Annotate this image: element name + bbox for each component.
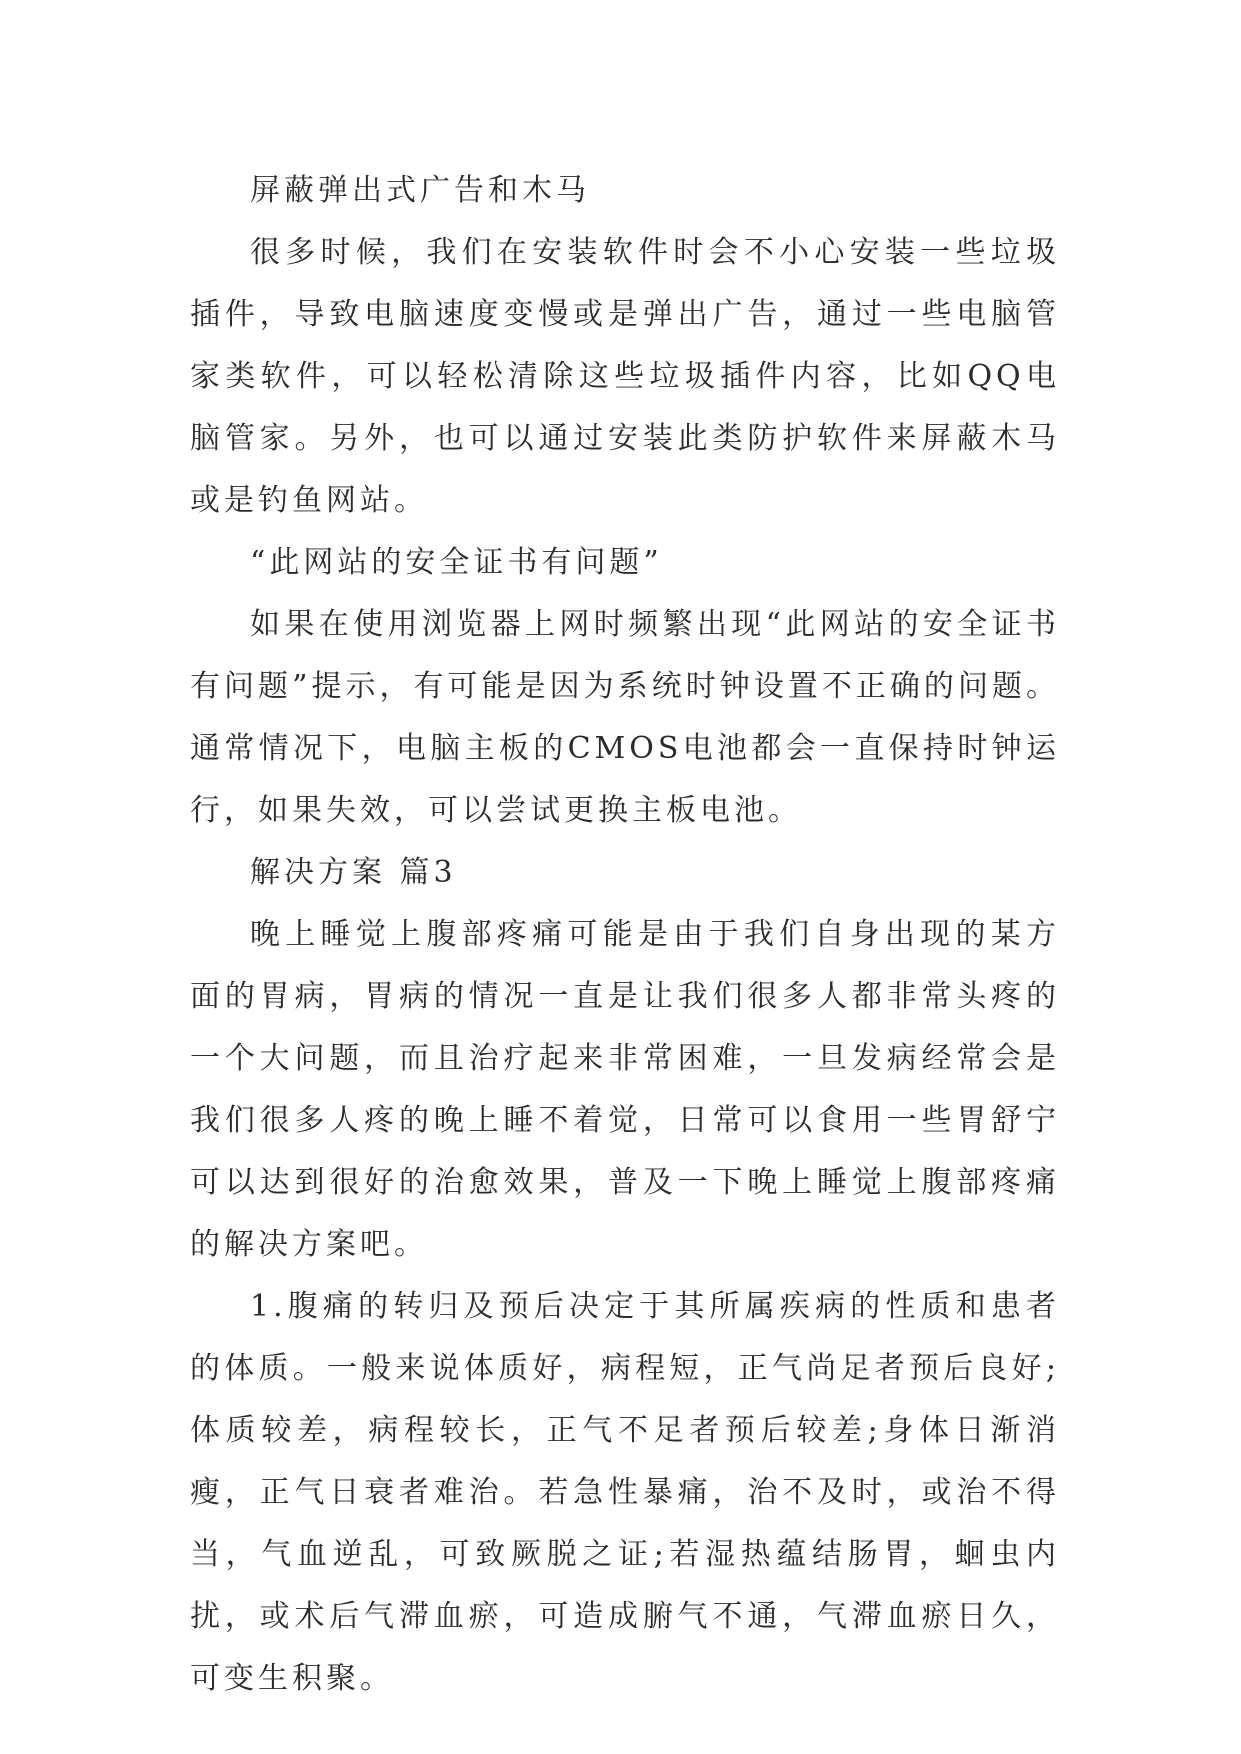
body-paragraph: 1.腹痛的转归及预后决定于其所属疾病的性质和患者的体质。一般来说体质好，病程短，正气尚足者预后良好;体质较差，病程较长，正气不足者预后较差;身体日渐消瘦，正气日衰者难治。若急性暴痛，治不及时，或治不得当，气血逆乱，可致厥脱之证;若湿热蕴结肠胃，蛔虫内扰，或术后气滞血瘀，可造成腑气不通，气滞血瘀日久，可变生积聚。 xyxy=(190,1289,1060,1696)
body-paragraph: 很多时候，我们在安装软件时会不小心安装一些垃圾插件，导致电脑速度变慢或是弹出广告，通过一些电脑管家类软件，可以轻松清除这些垃圾插件内容，比如QQ电脑管家。另外，也可以通过安装此类防护软件来屏蔽木马或是钓鱼网站。 xyxy=(190,235,1060,518)
body-paragraph: 如果在使用浏览器上网时频繁出现“此网站的安全证书有问题”提示，有可能是因为系统时钟设置不正确的问题。通常情况下，电脑主板的CMOS电池都会一直保持时钟运行，如果失效，可以尝试更换主板电池。 xyxy=(190,607,1060,828)
body-paragraph: 晚上睡觉上腹部疼痛可能是由于我们自身出现的某方面的胃病，胃病的情况一直是让我们很多人都非常头疼的一个大问题，而且治疗起来非常困难，一旦发病经常会是我们很多人疼的晚上睡不着觉，日常可以食用一些胃舒宁可以达到很好的治愈效果，普及一下晚上睡觉上腹部疼痛的解决方案吧。 xyxy=(190,917,1060,1262)
section-heading: “此网站的安全证书有问题” xyxy=(250,545,663,580)
section-heading: 屏蔽弹出式广告和木马 xyxy=(250,173,590,208)
document-body xyxy=(190,160,1060,1710)
section-heading: 解决方案 篇3 xyxy=(250,855,457,890)
